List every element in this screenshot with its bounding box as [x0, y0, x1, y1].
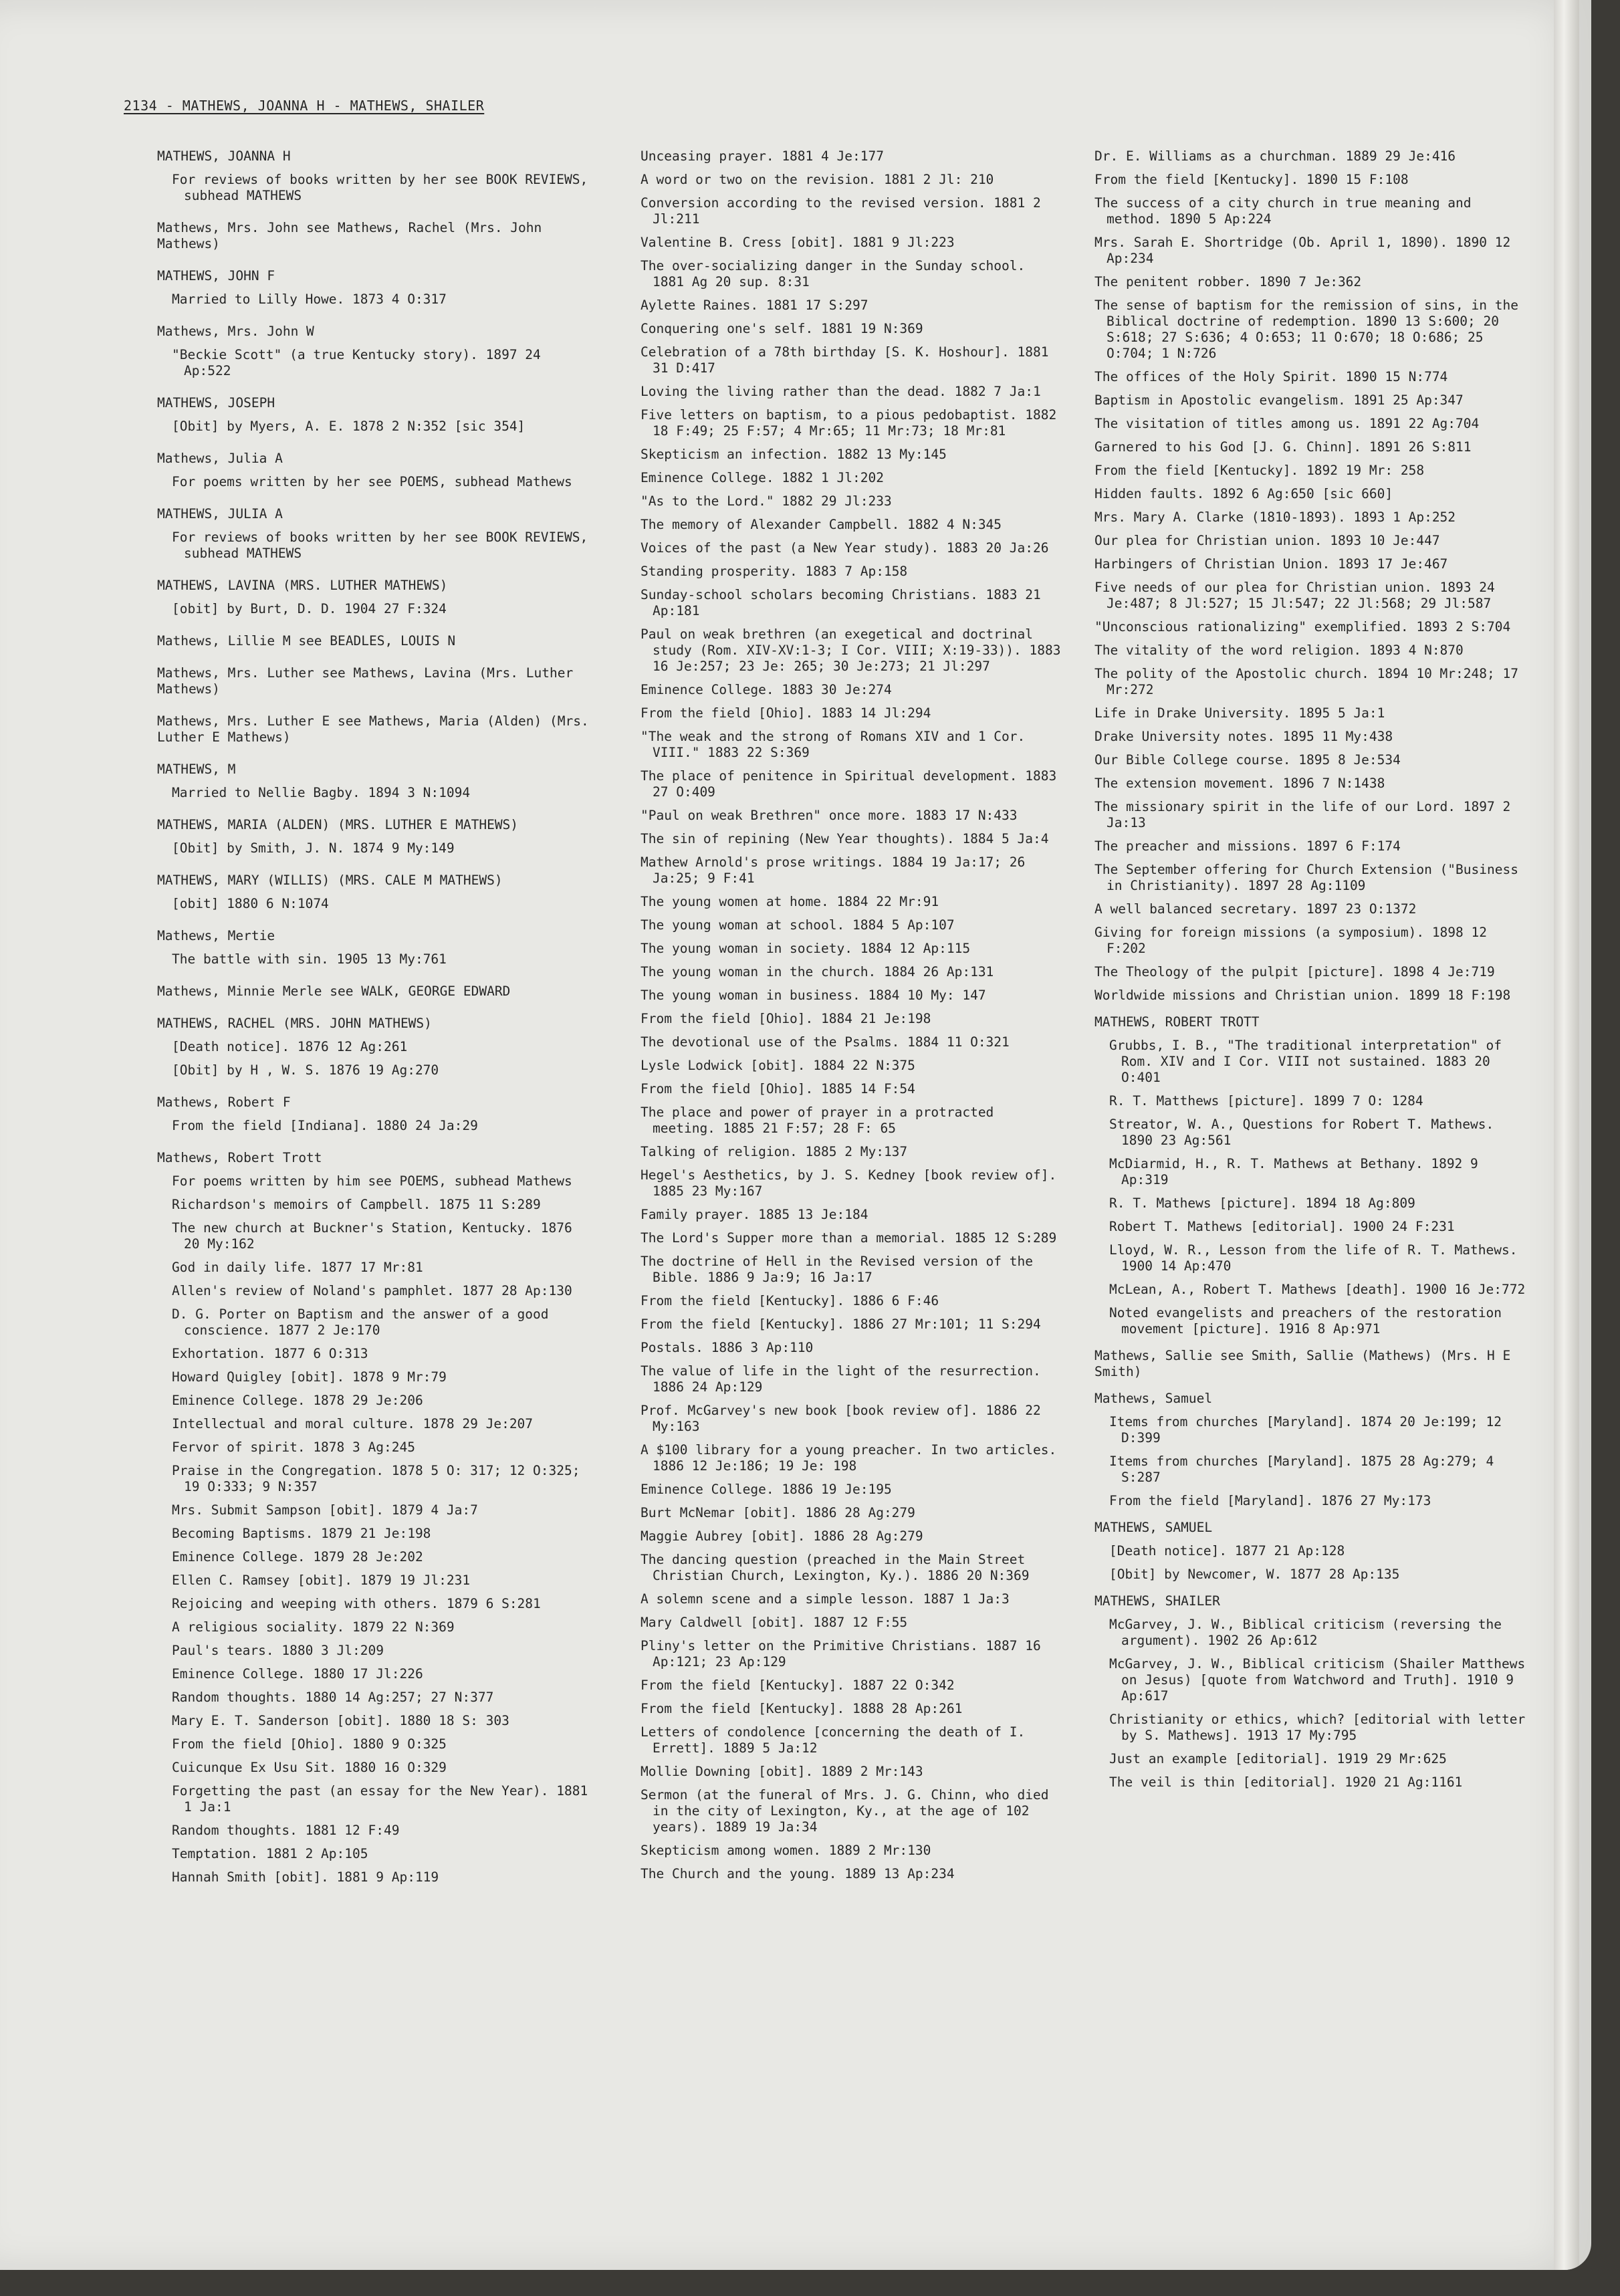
entry-heading: MATHEWS, SAMUEL — [1094, 1520, 1213, 1535]
index-entry — [157, 817, 595, 856]
entry-item: [Obit] by Myers, A. E. 1878 2 N:352 [sic 354] — [172, 419, 526, 434]
entry-heading: Mathews, Mrs. John see Mathews, Rachel (Mrs. John Mathews) — [157, 220, 542, 251]
entry-item: The value of life in the light of the resurrection. 1886 24 Ap:129 — [641, 1363, 1041, 1395]
entry-item: "Beckie Scott" (a true Kentucky story). 1897 24 Ap:522 — [172, 347, 541, 378]
entry-item: Mrs. Mary A. Clarke (1810-1893). 1893 1 Ap:252 — [1094, 509, 1456, 525]
entry-item: For poems written by him see POEMS, subhead Mathews — [172, 1173, 572, 1189]
entry-item: The missionary spirit in the life of our Lord. 1897 2 Ja:13 — [1094, 799, 1511, 830]
entry-item: Pliny's letter on the Primitive Christians. 1887 16 Ap:121; 23 Ap:129 — [641, 1638, 1041, 1670]
entry-item: R. T. Matthews [picture]. 1899 7 O: 1284 — [1109, 1093, 1423, 1109]
entry-item: Five needs of our plea for Christian union. 1893 24 Je:487; 8 Jl:527; 15 Jl:547; 22 Jl:568; 29 Jl:587 — [1094, 580, 1495, 611]
index-entry — [157, 506, 595, 562]
index-entry — [157, 713, 595, 745]
entry-item: Unceasing prayer. 1881 4 Je:177 — [641, 148, 884, 164]
entry-heading: Mathews, Samuel — [1094, 1391, 1213, 1406]
entry-item: For reviews of books written by her see BOOK REVIEWS, subhead MATHEWS — [172, 172, 588, 203]
entry-item: From the field [Indiana]. 1880 24 Ja:29 — [172, 1118, 478, 1133]
entry-item: The young woman at school. 1884 5 Ap:107 — [641, 917, 955, 933]
entry-item: Noted evangelists and preachers of the restoration movement [picture]. 1916 8 Ap:971 — [1109, 1305, 1502, 1337]
entry-heading: MATHEWS, JOSEPH — [157, 395, 275, 411]
entry-item: A well balanced secretary. 1897 23 O:1372 — [1094, 901, 1417, 917]
entry-item: Robert T. Mathews [editorial]. 1900 24 F:231 — [1109, 1219, 1455, 1234]
entry-item: Five letters on baptism, to a pious pedobaptist. 1882 18 F:49; 25 F:57; 4 Mr:65; 11 Mr:73; 18 Mr:81 — [641, 407, 1057, 439]
entry-item: Eminence College. 1878 29 Je:206 — [172, 1393, 423, 1408]
entry-heading: MATHEWS, M — [157, 762, 236, 777]
index-entry — [1094, 1014, 1529, 1337]
index-entry — [157, 1095, 595, 1134]
entry-item: The Church and the young. 1889 13 Ap:234 — [641, 1866, 955, 1881]
entry-item: [Obit] by Newcomer, W. 1877 28 Ap:135 — [1109, 1567, 1400, 1582]
entry-heading: Mathews, Mrs. Luther E see Mathews, Maria (Alden) (Mrs. Luther E Mathews) — [157, 713, 589, 745]
index-entry — [1094, 1593, 1529, 1791]
entry-item: Giving for foreign missions (a symposium). 1898 12 F:202 — [1094, 925, 1487, 956]
entry-item: The Lord's Supper more than a memorial. 1885 12 S:289 — [641, 1230, 1057, 1246]
index-entry — [157, 395, 595, 435]
entry-item: From the field [Ohio]. 1885 14 F:54 — [641, 1081, 915, 1097]
entry-heading: MATHEWS, JOANNA H — [157, 148, 291, 164]
entry-item: Hannah Smith [obit]. 1881 9 Ap:119 — [172, 1869, 439, 1885]
entry-item: R. T. Mathews [picture]. 1894 18 Ag:809 — [1109, 1195, 1415, 1211]
index-entry — [157, 873, 595, 912]
entry-item: The visitation of titles among us. 1891 22 Ag:704 — [1094, 416, 1480, 431]
entry-item: The doctrine of Hell in the Revised version of the Bible. 1886 9 Ja:9; 16 Ja:17 — [641, 1254, 1033, 1285]
entry-item: Harbingers of Christian Union. 1893 17 Je:467 — [1094, 556, 1448, 572]
entry-item: McLean, A., Robert T. Mathews [death]. 1900 16 Je:772 — [1109, 1282, 1526, 1297]
entry-item: Streator, W. A., Questions for Robert T. Mathews. 1890 23 Ag:561 — [1109, 1117, 1494, 1148]
entry-item: The September offering for Church Extension ("Business in Christianity). 1897 28 Ag:1109 — [1094, 862, 1518, 893]
entry-item: [Obit] by Smith, J. N. 1874 9 My:149 — [172, 840, 455, 856]
entry-item: Just an example [editorial]. 1919 29 Mr:625 — [1109, 1751, 1447, 1766]
entry-heading: MATHEWS, LAVINA (MRS. LUTHER MATHEWS) — [157, 578, 448, 593]
entry-item: Praise in the Congregation. 1878 5 O: 317; 12 O:325; 19 O:333; 9 N:357 — [172, 1463, 580, 1494]
entry-item: Intellectual and moral culture. 1878 29 Je:207 — [172, 1416, 534, 1431]
entry-item: For reviews of books written by her see BOOK REVIEWS, subhead MATHEWS — [172, 530, 588, 561]
entry-item: The penitent robber. 1890 7 Je:362 — [1094, 274, 1362, 290]
entry-item: Eminence College. 1880 17 Jl:226 — [172, 1666, 423, 1682]
entry-heading: Mathews, Mrs. John W — [157, 324, 314, 339]
entry-item: D. G. Porter on Baptism and the answer of a good conscience. 1877 2 Je:170 — [172, 1306, 549, 1338]
entry-item: Worldwide missions and Christian union. 1899 18 F:198 — [1094, 988, 1511, 1003]
entry-heading: Mathews, Mrs. Luther see Mathews, Lavina (Mrs. Luther Mathews) — [157, 665, 574, 697]
entry-item: Mrs. Submit Sampson [obit]. 1879 4 Ja:7 — [172, 1502, 478, 1518]
entry-item: Sermon (at the funeral of Mrs. J. G. Chinn, who died in the city of Lexington, Ky., at the age of 102 years). 1889 19 Ja:34 — [641, 1787, 1049, 1835]
entry-item: Howard Quigley [obit]. 1878 9 Mr:79 — [172, 1369, 447, 1385]
entry-heading: Mathews, Minnie Merle see WALK, GEORGE EDWARD — [157, 984, 511, 999]
index-entry — [157, 633, 595, 649]
entry-item: God in daily life. 1877 17 Mr:81 — [172, 1260, 423, 1275]
entry-item: Garnered to his God [J. G. Chinn]. 1891 26 S:811 — [1094, 439, 1472, 455]
entry-item: Eminence College. 1879 28 Je:202 — [172, 1549, 423, 1565]
entry-item: Our Bible College course. 1895 8 Je:534 — [1094, 752, 1401, 768]
index-entry — [157, 928, 595, 967]
entry-heading: Mathews, Sallie see Smith, Sallie (Mathews) (Mrs. H E Smith) — [1094, 1348, 1511, 1379]
entry-item: The battle with sin. 1905 13 My:761 — [172, 951, 447, 967]
entry-item: "As to the Lord." 1882 29 Jl:233 — [641, 493, 892, 509]
entry-item: From the field [Kentucky]. 1888 28 Ap:261 — [641, 1701, 963, 1716]
entry-item: The new church at Buckner's Station, Kentucky. 1876 20 My:162 — [172, 1220, 572, 1252]
entry-item: Dr. E. Williams as a churchman. 1889 29 Je:416 — [1094, 148, 1456, 164]
entry-item: Mary Caldwell [obit]. 1887 12 F:55 — [641, 1615, 908, 1630]
entry-item: "Unconscious rationalizing" exemplified. 1893 2 S:704 — [1094, 619, 1511, 635]
entry-item: [obit] by Burt, D. D. 1904 27 F:324 — [172, 601, 447, 616]
entry-item: Talking of religion. 1885 2 My:137 — [641, 1144, 908, 1159]
entry-item: McGarvey, J. W., Biblical criticism (Shailer Matthews on Jesus) [quote from Watchword and Truth]. 1910 9 Ap:617 — [1109, 1656, 1526, 1704]
index-entry — [157, 578, 595, 617]
entry-item: From the field [Ohio]. 1884 21 Je:198 — [641, 1011, 931, 1026]
index-entry — [1094, 1348, 1529, 1380]
entry-item: The extension movement. 1896 7 N:1438 — [1094, 776, 1385, 791]
entry-item: Forgetting the past (an essay for the New Year). 1881 1 Ja:1 — [172, 1783, 588, 1815]
entry-item: The preacher and missions. 1897 6 F:174 — [1094, 838, 1401, 854]
index-entry — [157, 268, 595, 308]
entry-heading: Mathews, Julia A — [157, 451, 283, 466]
entry-item: [Death notice]. 1877 21 Ap:128 — [1109, 1543, 1345, 1559]
entry-item: Eminence College. 1882 1 Jl:202 — [641, 470, 884, 485]
entry-item: Items from churches [Maryland]. 1874 20 Je:199; 12 D:399 — [1109, 1414, 1502, 1446]
entry-item: The success of a city church in true meaning and method. 1890 5 Ap:224 — [1094, 195, 1472, 227]
entry-item: Allen's review of Noland's pamphlet. 1877 28 Ap:130 — [172, 1283, 572, 1298]
entry-item: Rejoicing and weeping with others. 1879 6 S:281 — [172, 1596, 541, 1611]
entry-item: Lloyd, W. R., Lesson from the life of R. T. Mathews. 1900 14 Ap:470 — [1109, 1242, 1518, 1274]
entry-item: Mrs. Sarah E. Shortridge (Ob. April 1, 1890). 1890 12 Ap:234 — [1094, 235, 1511, 266]
entry-item: Temptation. 1881 2 Ap:105 — [172, 1846, 368, 1861]
entry-item: A $100 library for a young preacher. In two articles. 1886 12 Je:186; 19 Je: 198 — [641, 1442, 1057, 1474]
entry-item: Skepticism among women. 1889 2 Mr:130 — [641, 1843, 931, 1858]
entry-item: The veil is thin [editorial]. 1920 21 Ag:1161 — [1109, 1774, 1463, 1790]
entry-item: The young woman in society. 1884 12 Ap:115 — [641, 941, 971, 956]
entry-item: "Paul on weak Brethren" once more. 1883 17 N:433 — [641, 808, 1018, 823]
entry-item: [obit] 1880 6 N:1074 — [172, 896, 329, 911]
entry-item: The over-socializing danger in the Sunday school. 1881 Ag 20 sup. 8:31 — [641, 258, 1026, 290]
entry-item: From the field [Maryland]. 1876 27 My:173 — [1109, 1493, 1431, 1508]
page-edge — [1554, 0, 1579, 2270]
entry-item: Becoming Baptisms. 1879 21 Je:198 — [172, 1526, 431, 1541]
index-entry — [157, 451, 595, 490]
entry-item: Conversion according to the revised version. 1881 2 Jl:211 — [641, 195, 1041, 227]
entry-item: Mathew Arnold's prose writings. 1884 19 Ja:17; 26 Ja:25; 9 F:41 — [641, 854, 1026, 886]
entry-heading: MATHEWS, JOHN F — [157, 268, 275, 283]
entry-item: Life in Drake University. 1895 5 Ja:1 — [1094, 705, 1385, 721]
index-entry — [157, 665, 595, 697]
entry-heading: Mathews, Lillie M see BEADLES, LOUIS N — [157, 633, 456, 649]
entry-item: For poems written by her see POEMS, subhead Mathews — [172, 474, 572, 489]
entry-item: Maggie Aubrey [obit]. 1886 28 Ag:279 — [641, 1528, 923, 1544]
entry-item: Paul on weak brethren (an exegetical and doctrinal study (Rom. XIV-XV:1-3; I Cor. VIII; X:19-33)). 1883 16 Je:257; 23 Je: 265; 30 Je:273; 21 Jl:297 — [641, 626, 1061, 674]
entry-item: Family prayer. 1885 13 Je:184 — [641, 1207, 869, 1222]
entry-item: Mollie Downing [obit]. 1889 2 Mr:143 — [641, 1764, 923, 1779]
entry-item: The vitality of the word religion. 1893 4 N:870 — [1094, 643, 1464, 658]
entry-item: Items from churches [Maryland]. 1875 28 Ag:279; 4 S:287 — [1109, 1454, 1494, 1485]
entry-item: The polity of the Apostolic church. 1894 10 Mr:248; 17 Mr:272 — [1094, 666, 1518, 697]
entry-item: Our plea for Christian union. 1893 10 Je:447 — [1094, 533, 1440, 548]
entry-item: Mary E. T. Sanderson [obit]. 1880 18 S: 303 — [172, 1713, 509, 1728]
entry-heading: MATHEWS, ROBERT TROTT — [1094, 1014, 1260, 1030]
entry-item: Grubbs, I. B., "The traditional interpretation" of Rom. XIV and I Cor. VIII not sustained. 1883 20 O:401 — [1109, 1038, 1502, 1085]
entry-item: The place of penitence in Spiritual development. 1883 27 O:409 — [641, 768, 1057, 800]
entry-item: Burt McNemar [obit]. 1886 28 Ag:279 — [641, 1505, 915, 1520]
entry-item: Paul's tears. 1880 3 Jl:209 — [172, 1643, 384, 1658]
entry-item: [Death notice]. 1876 12 Ag:261 — [172, 1039, 408, 1054]
entry-item: Aylette Raines. 1881 17 S:297 — [641, 298, 869, 313]
entry-item: The place and power of prayer in a protracted meeting. 1885 21 F:57; 28 F: 65 — [641, 1105, 994, 1136]
entry-item: The memory of Alexander Campbell. 1882 4 N:345 — [641, 517, 1002, 532]
index-entry — [157, 762, 595, 801]
entry-item: Drake University notes. 1895 11 My:438 — [1094, 729, 1393, 744]
entry-item: McGarvey, J. W., Biblical criticism (reversing the argument). 1902 26 Ap:612 — [1109, 1617, 1502, 1648]
index-entry — [157, 1016, 595, 1078]
entry-item: Fervor of spirit. 1878 3 Ag:245 — [172, 1440, 415, 1455]
entry-item: Sunday-school scholars becoming Christians. 1883 21 Ap:181 — [641, 587, 1041, 618]
entry-item: The young woman in business. 1884 10 My: 147 — [641, 988, 986, 1003]
entry-item: A religious sociality. 1879 22 N:369 — [172, 1619, 455, 1635]
index-entry — [157, 984, 595, 1000]
entry-item: Skepticism an infection. 1882 13 My:145 — [641, 447, 947, 462]
entry-item: Voices of the past (a New Year study). 1883 20 Ja:26 — [641, 540, 1049, 556]
entry-item: Valentine B. Cress [obit]. 1881 9 Jl:223 — [641, 235, 955, 250]
entry-item: Baptism in Apostolic evangelism. 1891 25 Ap:347 — [1094, 392, 1464, 408]
entry-item: Letters of condolence [concerning the death of I. Errett]. 1889 5 Ja:12 — [641, 1724, 1026, 1756]
index-entry — [1094, 1391, 1529, 1509]
entry-heading: Mathews, Robert Trott — [157, 1150, 322, 1165]
entry-item: Married to Nellie Bagby. 1894 3 N:1094 — [172, 785, 471, 800]
entry-item: Standing prosperity. 1883 7 Ap:158 — [641, 564, 908, 579]
entry-item: From the field [Kentucky]. 1887 22 O:342 — [641, 1678, 955, 1693]
entry-item: Celebration of a 78th birthday [S. K. Hoshour]. 1881 31 D:417 — [641, 344, 1049, 376]
entry-item: The sin of repining (New Year thoughts). 1884 5 Ja:4 — [641, 831, 1049, 846]
entry-item: Married to Lilly Howe. 1873 4 O:317 — [172, 292, 447, 307]
entry-item: Cuicunque Ex Usu Sit. 1880 16 O:329 — [172, 1760, 447, 1775]
page-header: 2134 - MATHEWS, JOANNA H - MATHEWS, SHAILER — [124, 98, 485, 114]
index-entry — [157, 324, 595, 379]
entry-item: From the field [Ohio]. 1883 14 Jl:294 — [641, 705, 931, 721]
entry-item: The sense of baptism for the remission of sins, in the Biblical doctrine of redemption. 1890 13 S:600; 20 S:618; 27 S:636; 4 O:653; 11 O:670; 18 O:686; 25 O:704; 1 N:726 — [1094, 298, 1518, 361]
entry-item: From the field [Kentucky]. 1886 6 F:46 — [641, 1293, 939, 1308]
entry-item: A word or two on the revision. 1881 2 Jl: 210 — [641, 172, 994, 187]
index-entry — [157, 148, 595, 204]
entry-item: [Obit] by H , W. S. 1876 19 Ag:270 — [172, 1062, 439, 1078]
entry-item: Lysle Lodwick [obit]. 1884 22 N:375 — [641, 1058, 915, 1073]
entry-heading: Mathews, Mertie — [157, 928, 275, 943]
entry-item: Postals. 1886 3 Ap:110 — [641, 1340, 814, 1355]
entry-item: Christianity or ethics, which? [editorial with letter by S. Mathews]. 1913 17 My:795 — [1109, 1712, 1526, 1743]
entry-heading: MATHEWS, SHAILER — [1094, 1593, 1220, 1609]
entry-item: From the field [Kentucky]. 1892 19 Mr: 258 — [1094, 463, 1425, 478]
entry-item: Ellen C. Ramsey [obit]. 1879 19 Jl:231 — [172, 1573, 471, 1588]
entry-item: The young women at home. 1884 22 Mr:91 — [641, 894, 939, 909]
entry-item: Random thoughts. 1880 14 Ag:257; 27 N:377 — [172, 1690, 494, 1705]
entry-item: The dancing question (preached in the Main Street Christian Church, Lexington, Ky.). 1886 20 N:369 — [641, 1552, 1030, 1583]
entry-item: From the field [Kentucky]. 1890 15 F:108 — [1094, 172, 1409, 187]
entry-item: Richardson's memoirs of Campbell. 1875 11 S:289 — [172, 1197, 541, 1212]
entry-item: "The weak and the strong of Romans XIV and 1 Cor. VIII." 1883 22 S:369 — [641, 729, 1026, 760]
entry-item: McDiarmid, H., R. T. Mathews at Bethany. 1892 9 Ap:319 — [1109, 1156, 1478, 1187]
entry-item: The Theology of the pulpit [picture]. 1898 4 Je:719 — [1094, 964, 1495, 980]
entry-item: Prof. McGarvey's new book [book review of]. 1886 22 My:163 — [641, 1403, 1041, 1434]
column-2 — [641, 148, 1062, 1889]
entry-item: Eminence College. 1883 30 Je:274 — [641, 682, 892, 697]
entry-item: Eminence College. 1886 19 Je:195 — [641, 1482, 892, 1497]
entry-item: Exhortation. 1877 6 O:313 — [172, 1346, 368, 1361]
entry-item: The offices of the Holy Spirit. 1890 15 N:774 — [1094, 369, 1448, 384]
entry-item: Loving the living rather than the dead. 1882 7 Ja:1 — [641, 384, 1041, 399]
column-3 — [1094, 148, 1529, 1798]
entry-item: From the field [Kentucky]. 1886 27 Mr:101; 11 S:294 — [641, 1316, 1041, 1332]
entry-item: Random thoughts. 1881 12 F:49 — [172, 1823, 400, 1838]
index-entry — [157, 1150, 595, 1885]
entry-heading: Mathews, Robert F — [157, 1095, 291, 1110]
entry-item: Conquering one's self. 1881 19 N:369 — [641, 321, 923, 336]
entry-heading: MATHEWS, JULIA A — [157, 506, 283, 522]
index-entry — [157, 220, 595, 252]
entry-item: The devotional use of the Psalms. 1884 11 O:321 — [641, 1034, 1010, 1050]
entry-heading: MATHEWS, MARY (WILLIS) (MRS. CALE M MATHEWS) — [157, 873, 503, 888]
entry-heading: MATHEWS, RACHEL (MRS. JOHN MATHEWS) — [157, 1016, 432, 1031]
entry-item: Hidden faults. 1892 6 Ag:650 [sic 660] — [1094, 486, 1393, 501]
entry-item: Hegel's Aesthetics, by J. S. Kedney [book review of]. 1885 23 My:167 — [641, 1167, 1057, 1199]
entry-heading: MATHEWS, MARIA (ALDEN) (MRS. LUTHER E MATHEWS) — [157, 817, 519, 832]
index-entry — [1094, 1520, 1529, 1583]
entry-item: From the field [Ohio]. 1880 9 O:325 — [172, 1736, 447, 1752]
entry-item: The young woman in the church. 1884 26 Ap:131 — [641, 964, 994, 980]
entry-item: A solemn scene and a simple lesson. 1887 1 Ja:3 — [641, 1591, 1010, 1607]
column-1 — [157, 148, 595, 1902]
